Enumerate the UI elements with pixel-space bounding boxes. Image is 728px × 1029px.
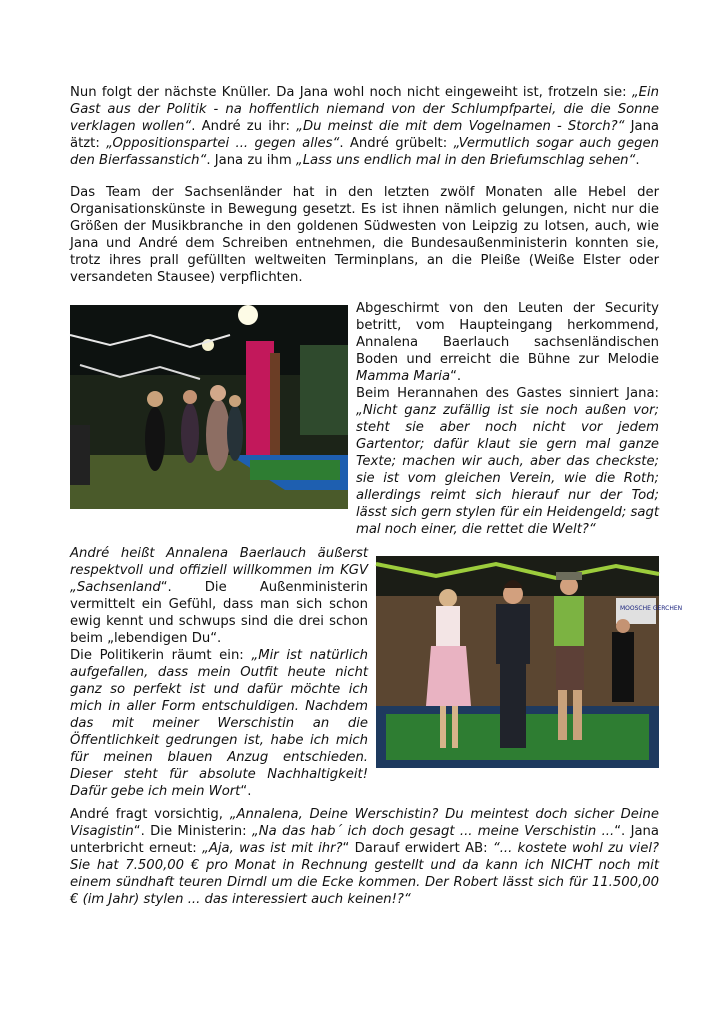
text-run: “. Die Ministerin:: [133, 824, 252, 839]
text-run: Die Politikerin räumt ein:: [70, 648, 252, 663]
paragraph-closing: [70, 806, 659, 908]
paragraph-welcome: [70, 545, 368, 800]
text-run: “.: [240, 784, 252, 799]
text-run: . André zu ihr:: [191, 119, 297, 134]
stage-sign-text: MOOSCHE GERCHEN: [620, 605, 683, 612]
quote-run: André heißt Annalena Baerlauch äußerst respektvoll und offiziell willkommen im KGV „Sachsenland: [70, 546, 368, 595]
photo-stage: [376, 556, 683, 768]
quote-run: “... kostete wohl zu viel? Sie hat 7.500,00 € pro Monat in Rechnung gestellt und da kann ich NICHT noch mit einem sündhaft teuren Dirndl um die Ecke kommen. Der Robert lässt sich für 11.500,00 € (im Jahr) stylen ... das interessiert auch keinen!?“: [70, 841, 659, 907]
quote-run: „Mir ist natürlich aufgefallen, dass mein Outfit heute nicht ganz so perfekt ist und dafür möchte ich mich in aller Form entschuldigen. Nachdem das mit meiner Werschistin an die Öffentlichkeit gedrungen ist, habe ich mich für meinen blauen Anzug entschieden. Dieser steht für absolute Nachhaltigkeit! Dafür gebe ich mein Wort: [70, 648, 368, 799]
text-run: “ Darauf erwidert AB:: [342, 841, 493, 856]
text-run: Beim Herannahen des Gastes sinniert Jana:: [356, 386, 659, 401]
quote-run: „Oppositionspartei ... gegen alles“: [106, 136, 340, 151]
text-run: . André grübelt:: [339, 136, 454, 151]
paragraph-team: Das Team der Sachsenländer hat in den letzten zwölf Monaten alle Hebel der Organisationskünste in Bewegung gesetzt. Es ist ihnen nämlich gelungen, nicht nur die Größen der Musikbranche in den goldenen Südwesten von Leipzig zu lotsen, auch, wie Jana und André dem Schreiben entnehmen, die Bundesaußenministerin konnten sie, trotz ihres prall gefüllten weltweiten Terminplans, an die Pleiße (Weiße Elster oder versandeten Stausee) verpflichten.: [70, 185, 659, 285]
text-run: “.: [450, 369, 462, 384]
melody-title: Mamma Maria: [356, 369, 451, 384]
text-run: “. Die Außenministerin vermittelt ein Gefühl, dass man sich schon ewig kennt und schwups sind die drei schon beim „lebendigen Du“.: [70, 580, 368, 646]
photo-party-tent: [70, 305, 348, 509]
photo-stage-image: [376, 556, 683, 768]
text-run: Jana ätzt:: [70, 119, 660, 151]
quote-run: „Aja, was ist mit ihr?: [202, 841, 343, 856]
quote-run: „Annalena, Deine Werschistin? Du meintest doch sicher Deine Visagistin: [70, 807, 659, 839]
text-run: André fragt vorsichtig,: [70, 807, 230, 822]
text-run: .: [635, 153, 640, 168]
quote-run: „Lass uns endlich mal in den Briefumschlag sehen“: [295, 153, 636, 168]
paragraph-intro: [70, 84, 659, 169]
text-run: . Jana zu ihm: [206, 153, 296, 168]
text-run: “. Jana unterbricht erneut:: [70, 824, 659, 856]
photo-party-tent-image: [70, 305, 348, 509]
quote-run: „Du meinst die mit dem Vogelnamen - Storch?“: [296, 119, 625, 134]
quote-run: „Vermutlich sogar auch gegen den Bierfassanstich“: [70, 136, 659, 168]
text-run: Nun folgt der nächste Knüller. Da Jana wohl noch nicht eingeweiht ist, frotzeln sie:: [70, 85, 632, 100]
quote-run: „Na das hab´ ich doch gesagt ... meine Verschistin ...: [251, 824, 615, 839]
paragraph-arrival: [356, 300, 659, 538]
quote-run: „Nicht ganz zufällig ist sie noch außen vor; steht sie aber noch nicht vor jedem Gartentor; dafür klaut sie gern mal ganze Texte; machen wir auch, aber das checkste; sie ist vom gleichen Verein, wie die Roth; allerdings reimt sich hierauf nur der Tod; lässt sich gern stylen für ein Heidengeld; sagt mal noch einer, die rettet die Welt?“: [356, 403, 659, 537]
quote-run: „Ein Gast aus der Politik - na hoffentlich niemand von der Schlumpfpartei, die die Sonne verklagen wollen“: [70, 85, 659, 134]
text-run: Abgeschirmt von den Leuten der Security betritt, vom Haupteingang herkommend, Annalena Baerlauch sachsenländischen Boden und erreicht die Bühne zur Melodie: [356, 301, 659, 367]
